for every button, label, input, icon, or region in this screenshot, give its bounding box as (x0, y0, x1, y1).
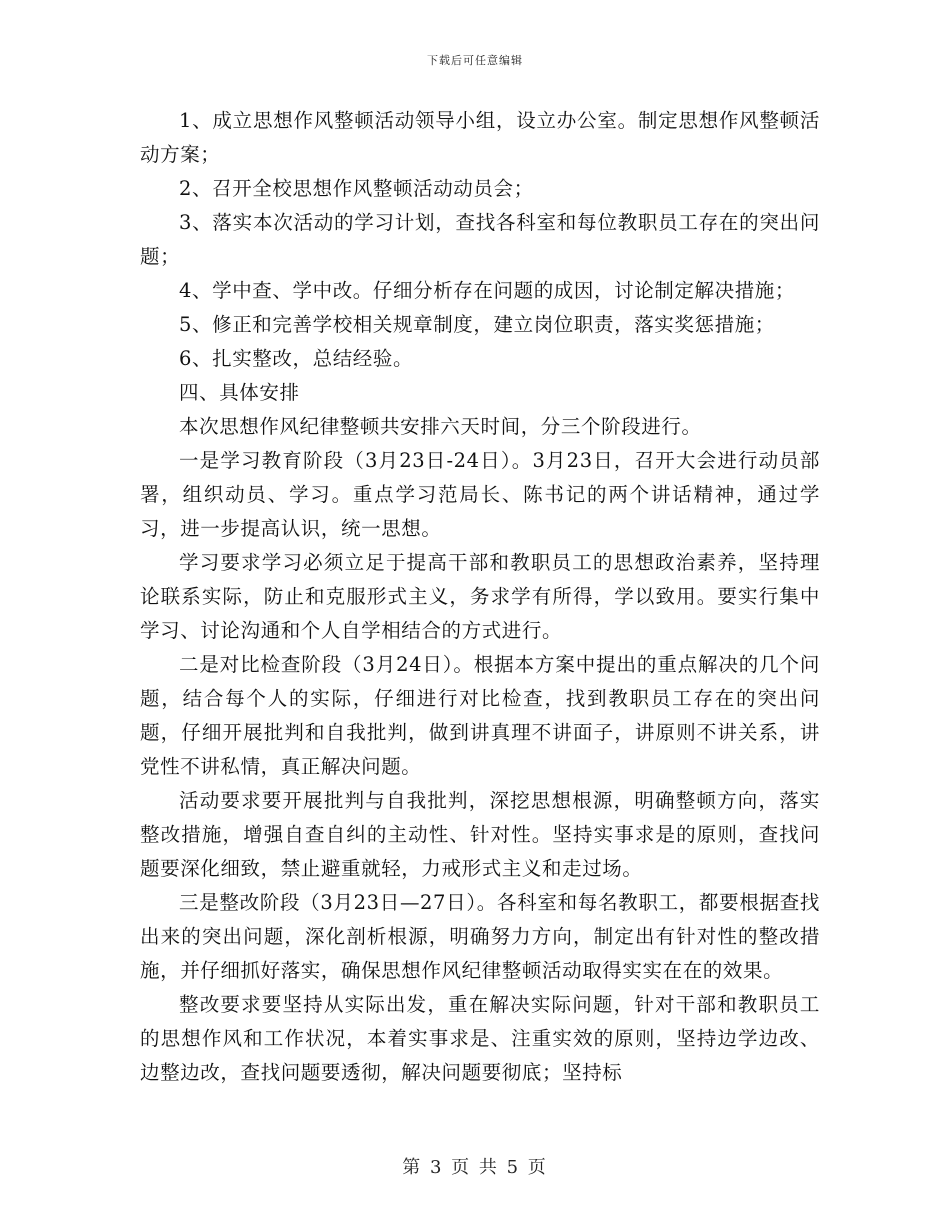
paragraph-stage-2-requirements: 活动要求要开展批判与自我批判，深挖思想根源，明确整顿方向，落实整改措施，增强自查自纠的主动性、针对性。坚持实事求是的原则，查找问题要深化细致，禁止避重就轻，力戒形式主义和走过场。 (140, 789, 820, 880)
paragraph-1: 1、成立思想作风整顿活动领导小组，设立办公室。制定思想作风整顿活动方案； (140, 109, 820, 166)
page-number: 第 3 页 共 5 页 (402, 1157, 548, 1178)
paragraph-stage-3: 三是整改阶段（3月23日—27日）。各科室和每名教职工，都要根据查找出来的突出问题，深化剖析根源，明确努力方向，制定出有针对性的整改措施，并仔细抓好落实，确保思想作风纪律整顿活动取得实实在在的效果。 (140, 891, 820, 982)
paragraph-2: 2、召开全校思想作风整顿活动动员会； (179, 177, 534, 200)
paragraph-6: 6、扎实整改，总结经验。 (179, 347, 414, 370)
paragraph-stage-1: 一是学习教育阶段（3月23日-24日）。3月23日，召开大会进行动员部署，组织动员、学习。重点学习范局长、陈书记的两个讲话精神，通过学习，进一步提高认识，统一思想。 (140, 449, 820, 540)
document-body (140, 104, 820, 1090)
section-heading: 四、具体安排 (179, 381, 300, 404)
paragraph-stage-2: 二是对比检查阶段（3月24日）。根据本方案中提出的重点解决的几个问题，结合每个人的实际，仔细进行对比检查，找到教职员工存在的突出问题，仔细开展批判和自我批判，做到讲真理不讲面子，讲原则不讲关系，讲党性不讲私情，真正解决问题。 (140, 653, 820, 778)
paragraph-4: 4、学中查、学中改。仔细分析存在问题的成因，讨论制定解决措施； (179, 279, 796, 302)
paragraph-5: 5、修正和完善学校相关规章制度，建立岗位职责，落实奖惩措施； (179, 313, 775, 336)
paragraph-stage-1-requirements: 学习要求学习必须立足于提高干部和教职员工的思想政治素养，坚持理论联系实际，防止和克服形式主义，务求学有所得，学以致用。要实行集中学习、讨论沟通和个人自学相结合的方式进行。 (140, 551, 820, 642)
paragraph-intro: 本次思想作风纪律整顿共安排六天时间，分三个阶段进行。 (179, 415, 702, 438)
page-header-note: 下载后可任意编辑 (427, 54, 523, 67)
paragraph-3: 3、落实本次活动的学习计划，查找各科室和每位教职员工存在的突出问题； (140, 211, 820, 268)
paragraph-stage-3-requirements: 整改要求要坚持从实际出发，重在解决实际问题，针对干部和教职员工的思想作风和工作状况，本着实事求是、注重实效的原则，坚持边学边改、边整边改，查找问题要透彻，解决问题要彻底；坚持标 (140, 993, 820, 1084)
